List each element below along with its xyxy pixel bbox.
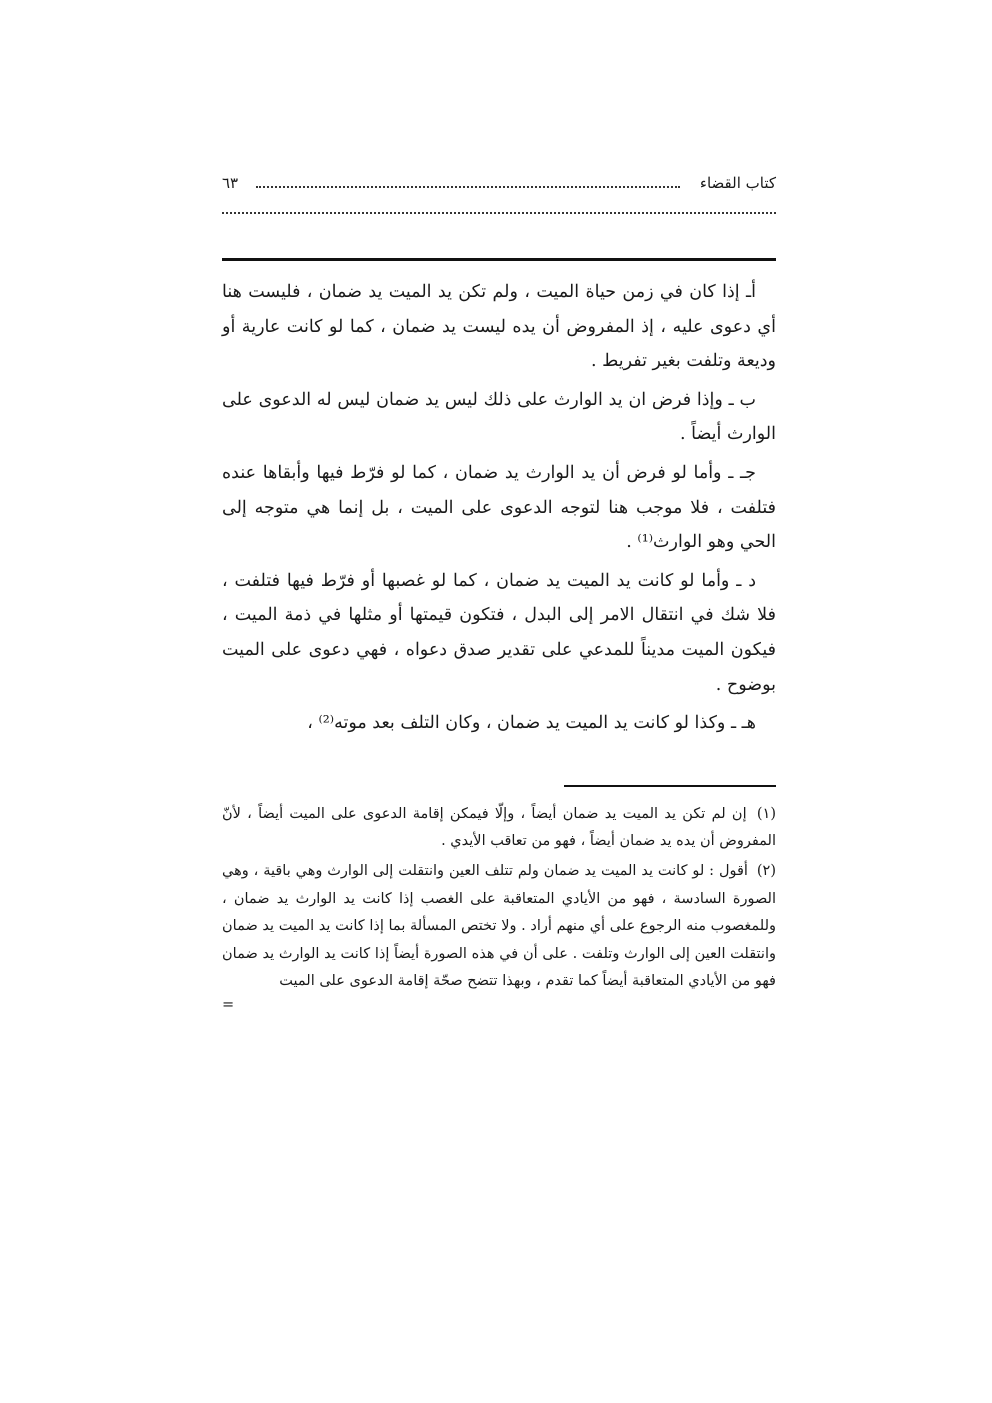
header-title: كتاب القضاء xyxy=(696,174,776,192)
header-leader-dots xyxy=(256,180,680,188)
paragraph-ba: ب ـ وإذا فرض ان يد الوارث على ذلك ليس يد ضمان ليس له الدعوى على الوارث أيضاً . xyxy=(222,389,776,445)
paragraph-dal: د ـ وأما لو كانت يد الميت يد ضمان ، كما لو غصبها أو فرّط فيها فتلفت ، فلا شك في انتقال الامر إلى البدل ، فتكون قيمتها أو مثلها في ذمة الميت ، فيكون الميت مديناً للمدعي على تقدير صدق دعواه ، فهي دعوى على الميت بوضوح . xyxy=(222,570,776,695)
main-text xyxy=(222,275,776,741)
dotted-separator xyxy=(222,212,776,214)
footnotes xyxy=(222,801,776,1014)
footnote-rule xyxy=(564,785,776,787)
paragraph-alef: أـ إذا كان في زمن حياة الميت ، ولم تكن يد الميت يد ضمان ، فليست هنا أي دعوى عليه ، إذ المفروض أن يده ليست يد ضمان ، كما لو كانت عارية أو وديعة وتلفت بغير تفريط . xyxy=(222,282,776,372)
footnote-1 xyxy=(222,801,776,856)
footnote-number: (١) xyxy=(756,805,776,822)
page-number: ٦٣ xyxy=(222,174,242,192)
running-header xyxy=(222,170,776,204)
book-page xyxy=(222,170,776,1014)
paragraph-jim: جـ ـ وأما لو فرض أن يد الوارث يد ضمان ، كما لو فرّط فيها وأبقاها عنده فتلفت ، فلا موجب هنا لتوجه الدعوى على الميت ، بل إنما هي متوجه إلى الحي وهو الوارث⁽¹⁾ . xyxy=(222,462,776,553)
footnote-number: (٢) xyxy=(756,862,776,879)
footnote-2 xyxy=(222,858,776,996)
footnote-text: أقول : لو كانت يد الميت يد ضمان ولم تتلف العين وانتقلت إلى الوارث وهي باقية ، وهي الصورة السادسة ، فهو من الأيادي المتعاقبة على الغصب إذا كانت يد الوارث يد ضمان ، وللمغصوب منه الرجوع على أي منهم أراد . ولا تختص المسألة بما إذا كانت يد الميت يد ضمان وانتقلت العين إلى الوارث وتلفت . على أن في هذه الصورة أيضاً إذا كانت يد الوارث يد ضمان فهو من الأيادي المتعاقبة أيضاً كما تقدم ، وبهذا تتضح صحّة إقامة الدعوى على الميت xyxy=(222,862,776,990)
header-rule xyxy=(222,258,776,261)
continuation-mark: = xyxy=(222,996,235,1013)
paragraph-ha: هـ ـ وكذا لو كانت يد الميت يد ضمان ، وكان التلف بعد موته⁽²⁾ ، xyxy=(307,713,756,734)
footnote-text: إن لم تكن يد الميت يد ضمان أيضاً ، وإلّا فيمكن إقامة الدعوى على الميت أيضاً ، لأنّ المفروض أن يده يد ضمان أيضاً ، فهو من تعاقب الأيدي . xyxy=(222,805,776,850)
